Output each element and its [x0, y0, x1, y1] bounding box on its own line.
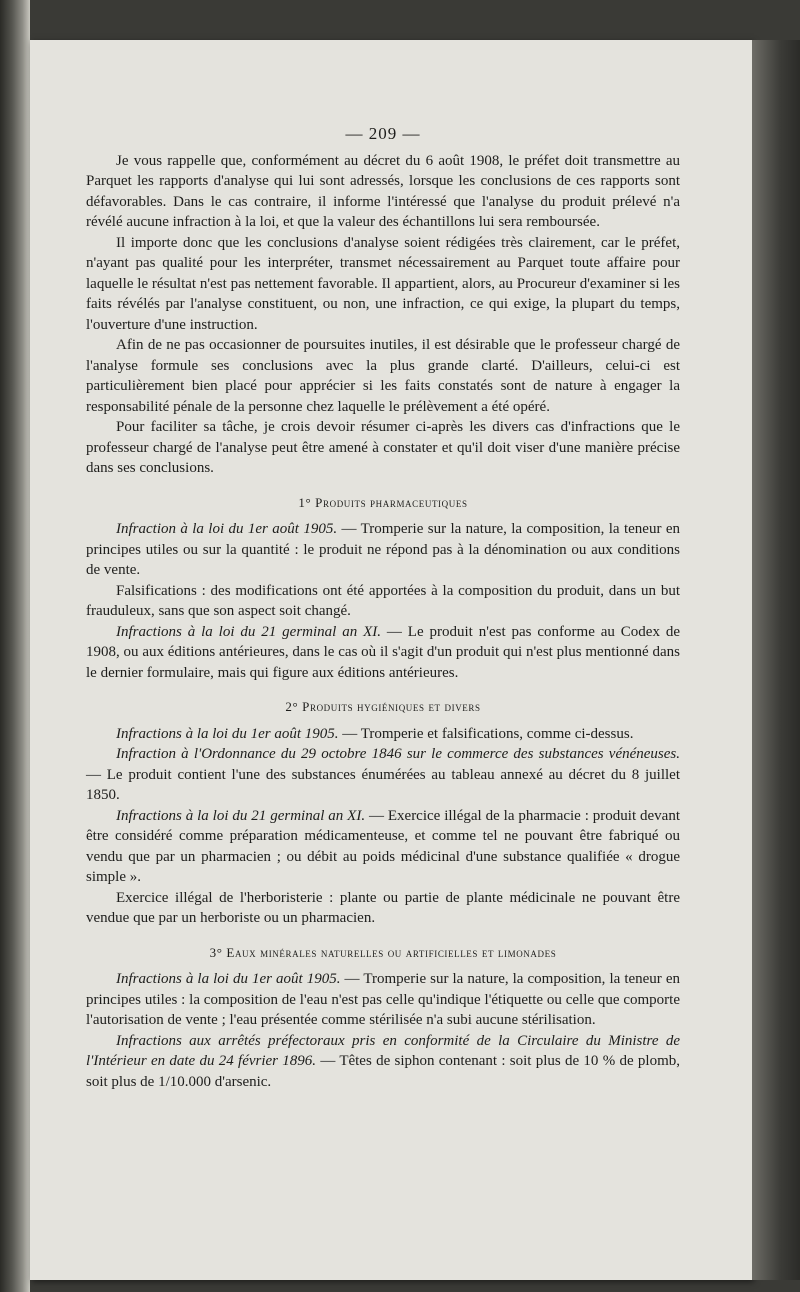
legal-reference: Infractions à la loi du 21 germinal an XI. — [116, 623, 382, 640]
intro-paragraph-2: Il importe donc que les conclusions d'analyse soient rédigées très clairement, car le préfet, n'ayant pas qualité pour les interpréter, transmet nécessairement au Parquet toute affaire pour laquelle le résultat n'est pas nettement favorable. Il appartient, alors, au Procureur d'examiner si les faits révélés par l'analyse constituent, ou non, une infraction, ce qui exige, la plupart du temps, l'ouverture d'une instruction. — [86, 234, 680, 333]
page-edge — [752, 40, 800, 1280]
legal-reference: Infraction à l'Ordonnance du 29 octobre 1846 sur le commerce des substances vénéneuses. — [116, 746, 680, 762]
page-content — [86, 88, 680, 1092]
section-1-paragraph-1: Infraction à la loi du 1er août 1905. — Tromperie sur la nature, la composition, la teneur en principes utiles ou sur la quantité : le produit ne répond pas à la dénomination ou aux conditions de vente. — [86, 521, 680, 578]
intro-paragraph-4: Pour faciliter sa tâche, je crois devoir résumer ci-après les divers cas d'infractions que le professeur chargé de l'analyse peut être amené à constater et qu'il doit viser d'une manière précise dans ses conclusions. — [86, 419, 680, 476]
legal-reference: Infractions à la loi du 1er août 1905. — [116, 971, 341, 987]
legal-reference: Infractions à la loi du 21 germinal an XI. — [116, 807, 366, 824]
intro-paragraph-1: Je vous rappelle que, conformément au décret du 6 août 1908, le préfet doit transmettre au Parquet les rapports d'analyse qui lui sont adressés, lorsque les conclusions de ces rapports sont défavorables. Dans le cas contraire, il informe l'intéressé que l'analyse du produit prélevé n'a révélé aucune infraction à la loi, et que la valeur des échantillons lui sera remboursée. — [86, 152, 680, 230]
book-binding — [0, 0, 30, 1292]
section-3-paragraph-2: Infractions aux arrêtés préfectoraux pris en conformité de la Circulaire du Ministre de l'Intérieur en date du 24 février 1896. — Têtes de siphon contenant : soit plus de 10 % de plomb, soit plus de 1/10.000 d'arsenic. — [86, 1032, 680, 1090]
intro-paragraph-3: Afin de ne pas occasionner de poursuites inutiles, il est désirable que le professeur chargé de l'analyse formule ses conclusions avec la plus grande clarté. D'ailleurs, celui-ci est particulièrement bien placé pour apprécier si les faits constatés sont de nature à engager la responsabilité pénale de la personne chez laquelle le prélèvement a été opéré. — [86, 337, 680, 415]
section-1-paragraph-2: Falsifications : des modifications ont été apportées à la composition du produit, dans un but frauduleux, sans que son aspect soit changé. — [86, 582, 680, 619]
section-2-paragraph-1: Infractions à la loi du 1er août 1905. — Tromperie et falsifications, comme ci-dessus. — [116, 725, 634, 742]
section-2-title: 2° Produits hygiéniques et divers — [285, 699, 481, 714]
page-number: — 209 — — [345, 124, 421, 143]
section-1-title: 1° Produits pharmaceutiques — [298, 494, 468, 510]
legal-reference: Infractions à la loi du 1er août 1905. — [116, 725, 339, 742]
section-2-paragraph-2: Infraction à l'Ordonnance du 29 octobre 1846 sur le commerce des substances vénéneuses. — Le produit contient l'une des substances énumérées au tableau annexé au décret du 8 juillet 1850. — [86, 746, 680, 803]
section-1-paragraph-3: Infractions à la loi du 21 germinal an XI. — Le produit n'est pas conforme au Codex de 1908, ou aux éditions antérieures, dans le cas où il s'agit d'un produit qui n'est plus mentionné dans le dernier formulaire, mais qui figure aux éditions antérieures. — [86, 623, 681, 681]
legal-reference: Infractions aux arrêtés préfectoraux pris en conformité de la Circulaire du Ministre de l'Intérieur en date du 24 février 1896. — [86, 1032, 680, 1069]
legal-reference: Infraction à la loi du 1er août 1905. — [116, 521, 338, 537]
section-2-paragraph-3: Infractions à la loi du 21 germinal an XI. — Exercice illégal de la pharmacie : produit devant être considéré comme préparation médicamenteuse, et comme tel ne pouvant être fabriqué ou vendu que par un pharmacien ; ou débit au poids médicinal d'une substance qualifiée « drogue simple ». — [86, 807, 681, 885]
section-2-paragraph-4: Exercice illégal de l'herboristerie : plante ou partie de plante médicinale ne pouvant être vendue que par un herboriste ou un pharmacien. — [86, 889, 680, 926]
section-3-paragraph-1: Infractions à la loi du 1er août 1905. — Tromperie sur la nature, la composition, la teneur en principes utiles : la composition de l'eau n'est pas celle qu'indique l'étiquette ou celle que comporte l'autorisation de vente ; l'eau présentée comme stérilisée n'a subi aucune stérilisation. — [86, 971, 680, 1028]
section-3-title: 3° Eaux minérales naturelles ou artificielles et limonades — [209, 944, 557, 960]
